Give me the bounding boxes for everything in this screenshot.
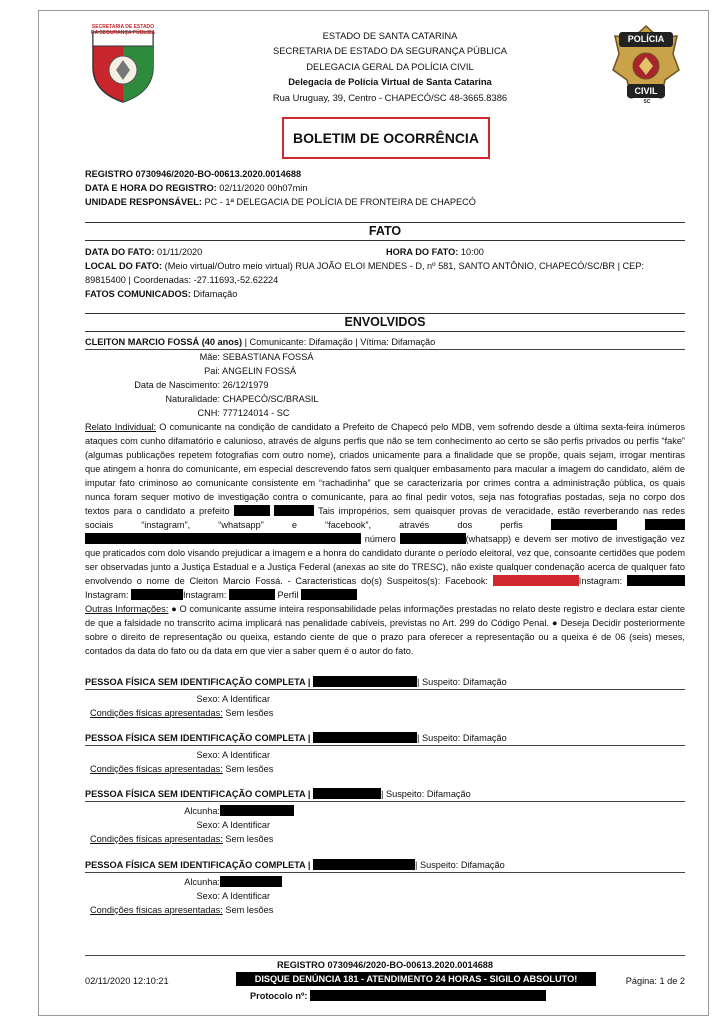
relato-instagram-1: Instagram: [578, 576, 623, 586]
field-cnh: 777124014 - SC [222, 408, 290, 418]
registry-block [85, 167, 685, 209]
redaction-box [313, 732, 417, 743]
sexo-value: A Identificar [222, 820, 271, 830]
relato-part-2: Tais impropérios, sem quaisquer provas de veracidade, estão reverberando nas redes sociais “instagram”, “whatsapp” e “facebook”, através dos perfis [85, 506, 686, 530]
alcunha-label: Alcunha: [184, 877, 220, 887]
envolvidos-section-title: ENVOLVIDOS [85, 313, 685, 332]
redaction-box [274, 505, 314, 516]
cond-label: Condições físicas apresentadas: [90, 834, 223, 844]
relato-instagram-2: Instagram: [85, 590, 129, 600]
cond-value: Sem lesões [225, 905, 274, 915]
field-label: Pai: [204, 366, 220, 376]
field-label: Naturalidade: [165, 394, 220, 404]
cond-label: Condições físicas apresentadas: [90, 764, 223, 774]
redaction-box [313, 859, 415, 870]
relato-label: Relato Individual: [85, 422, 157, 432]
suspect-role: | Suspeito: Difamação [381, 789, 471, 799]
unit-address: Rua Uruguay, 39, Centro - CHAPECÓ/SC 48-3665.8386 [272, 91, 508, 103]
suspect-block [85, 787, 685, 846]
envolvidos-block [85, 335, 685, 658]
redaction-box [301, 589, 357, 600]
relato-part-3: número [364, 534, 396, 544]
fatos-comunicados: Difamação [193, 289, 238, 299]
cond-value: Sem lesões [225, 708, 274, 718]
badge-bottom-text: CIVIL [634, 86, 658, 96]
fatos-comunicados-label: FATOS COMUNICADOS: [85, 289, 191, 299]
field-label: CNH: [197, 408, 220, 418]
suspect-title: PESSOA FÍSICA SEM IDENTIFICAÇÃO COMPLETA | [85, 860, 311, 870]
suspect-role: | Suspeito: Difamação [417, 677, 507, 687]
alcunha-label: Alcunha: [184, 806, 220, 816]
secretariat-name: SECRETARIA DE ESTADO DA SEGURANÇA PÚBLICA [272, 45, 508, 57]
cond-value: Sem lesões [225, 764, 274, 774]
field-mother: SEBASTIANA FOSSÁ [222, 352, 314, 362]
footer-divider [85, 955, 685, 956]
suspect-block [85, 675, 685, 720]
victim-name: CLEITON MARCIO FOSSÁ (40 anos) [85, 337, 243, 347]
redaction-box [551, 519, 617, 530]
doc-title-box [282, 117, 490, 159]
suspect-block [85, 731, 685, 776]
sexo-label: Sexo: [196, 820, 220, 830]
suspect-title: PESSOA FÍSICA SEM IDENTIFICAÇÃO COMPLETA | [85, 789, 311, 799]
registry-unit: PC - 1ª DELEGACIA DE POLÍCIA DE FRONTEIRA DE CHAPECÓ [204, 197, 476, 207]
fato-local-1: (Meio virtual/Outro meio virtual) RUA JOÃO ELOI MENDES - D, nº 581, SANTO ANTÔNIO, CHAPECÓ/SC/BR | CEP: [164, 261, 644, 271]
suspect-role: | Suspeito: Difamação [417, 733, 507, 743]
redaction-box [310, 990, 546, 1001]
fato-section-title: FATO [85, 222, 685, 241]
redaction-box [234, 505, 270, 516]
relato-perfil: Perfil [277, 590, 299, 600]
disque-denuncia-banner: DISQUE DENÚNCIA 181 - ATENDIMENTO 24 HORAS - SIGILO ABSOLUTO! [236, 972, 596, 986]
outras-informacoes [85, 602, 685, 658]
redaction-box [313, 676, 417, 687]
relato-part-1: O comunicante na condição de candidato a Prefeito de Chapecó pelo MDB, vem sofrendo desde a última sexta-feira inúmeros ataques com cunho difamatório e calunioso, através de alguns perfis que não se tem conhecimento ao certo se são perfis privados ou perfis “fake” (algumas publicações repetem fotografias com outro nome), criados unicamente para a finalidade que se propõe, quais sejam, irrogar mentiras que atingem a honra do comunicante, em especial descrevendo fatos sem qualquer embasamento para macular a imagem do candidato, além de imputar fato criminoso ao comunicante consistente em “rachadinha” que se caracterizaria por crimes contra a administração pública, os quais nunca foram sequer motivo de investigação contra o comunicante, para ao final pedir votos, seja nas fotografias postadas, seja no corpo dos textos para o candidato a prefeito [85, 422, 685, 516]
outras-text: ● O comunicante assume inteira responsabilidade pelas informações prestadas no relato deste registro e declara estar ciente de que a falsidade no transcrito acima implicará nas penalidade cabíveis, previstas no Art. 299 do Código Penal. ● Deseja Decidir posteriormente sobre o direito de representação ou queixa, estando ciente de que o prazo para oferecer a representação ou a queixa é de 06 (seis) meses, contados da data do fato ou da data em que vier a saber quem é o autor do fato. [85, 604, 686, 656]
suspect-role: | Suspeito: Difamação [415, 860, 505, 870]
fato-time: 10:00 [460, 247, 484, 257]
sexo-label: Sexo: [196, 891, 220, 901]
redaction-box [645, 519, 685, 530]
redaction-box [131, 589, 183, 600]
protocolo-label: Protocolo nº: [250, 991, 308, 1001]
cond-value: Sem lesões [225, 834, 274, 844]
sexo-value: A Identificar [222, 891, 271, 901]
suspect-title: PESSOA FÍSICA SEM IDENTIFICAÇÃO COMPLETA | [85, 733, 311, 743]
redaction-box [85, 533, 361, 544]
relato-part-4: (whatsapp) e devem ser motivo de investigação vez que praticados com dolo visando prejudicar a imagem e a honra do candidato durante o período eleitoral, vez que, consoante certidões que podem ser observadas junto a Justiça Estadual e a Justiça Federal (anexas ao site do TRESC), não existe qualquer condenação acerca de qualquer fato envolvendo o nome de Cleiton Marcio Fossá. - Caracteristicas do(s) Suspeitos(s): Facebook: [85, 534, 685, 586]
registry-date-label: DATA E HORA DO REGISTRO: [85, 183, 217, 193]
cond-label: Condições físicas apresentadas: [90, 708, 223, 718]
badge-sc-text: SC [643, 99, 651, 105]
redaction-box [493, 575, 579, 586]
redaction-box [313, 788, 381, 799]
relato-text [85, 420, 685, 602]
badge-top-text: POLÍCIA [627, 34, 665, 44]
fato-block [85, 245, 685, 301]
registry-number: REGISTRO 0730946/2020-BO-00613.2020.0014688 [85, 169, 302, 179]
footer-registry: REGISTRO 0730946/2020-BO-00613.2020.0014688 [276, 960, 494, 970]
fato-local-label: LOCAL DO FATO: [85, 261, 163, 271]
fato-local-2: 89815400 | Coordenadas: -27.11693,-52.62224 [85, 275, 279, 285]
victim-role: | Comunicante: Difamação | Vítima: Difamação [242, 337, 436, 347]
redaction-box [220, 805, 294, 816]
sexo-value: A Identificar [222, 694, 271, 704]
fato-date: 01/11/2020 [156, 247, 203, 257]
field-birthplace: CHAPECÓ/SC/BRASIL [222, 394, 319, 404]
header-block [180, 28, 600, 105]
left-logo-text: SECRETARIA DE ESTADO DA SEGURANÇA PÚBLICA [90, 24, 156, 36]
suspect-title: PESSOA FÍSICA SEM IDENTIFICAÇÃO COMPLETA | [85, 677, 311, 687]
suspect-block [85, 858, 685, 917]
fato-time-label: HORA DO FATO: [386, 247, 459, 257]
field-label: Mãe: [199, 352, 220, 362]
redaction-box [400, 533, 466, 544]
state-name: ESTADO DE SANTA CATARINA [322, 30, 458, 41]
registry-date: 02/11/2020 00h07min [219, 183, 308, 193]
doc-title: BOLETIM DE OCORRÊNCIA [293, 130, 479, 146]
sexo-label: Sexo: [196, 694, 220, 704]
registry-unit-label: UNIDADE RESPONSÁVEL: [85, 197, 202, 207]
footer-timestamp: 02/11/2020 12:10:21 [85, 976, 169, 986]
outras-label: Outras Informações: [85, 604, 169, 614]
unit-name: Delegacia de Polícia Virtual de Santa Catarina [288, 76, 492, 88]
sexo-value: A Identificar [222, 750, 271, 760]
sexo-label: Sexo: [196, 750, 220, 760]
field-birthdate: 26/12/1979 [222, 380, 269, 390]
field-label: Data de Nascimento: [134, 380, 220, 390]
redaction-box [229, 589, 275, 600]
police-name: DELEGACIA GERAL DA POLÍCIA CIVIL [306, 60, 474, 72]
redaction-box [627, 575, 685, 586]
fato-date-label: DATA DO FATO: [85, 247, 155, 257]
page-number: Página: 1 de 2 [625, 976, 685, 986]
relato-instagram-3: Instagram: [182, 590, 227, 600]
redaction-box [220, 876, 282, 887]
cond-label: Condições físicas apresentadas: [90, 905, 223, 915]
field-father: ANGELIN FOSSÁ [222, 366, 297, 376]
